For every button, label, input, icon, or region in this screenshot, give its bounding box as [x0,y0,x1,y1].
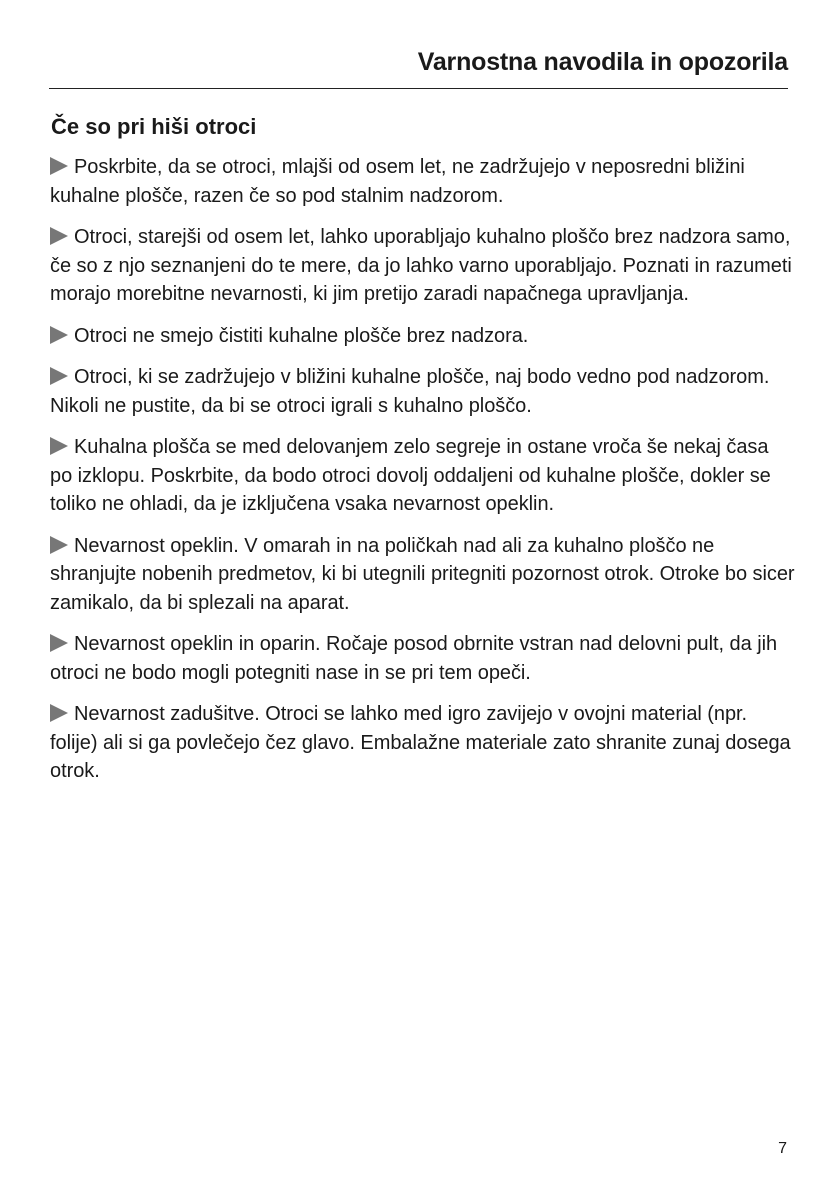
header-divider [49,88,788,89]
safety-paragraph [50,153,795,210]
paragraph-text: Nevarnost opeklin in oparin. Ročaje posod obrnite vstran nad delovni pult, da jih otroci ne bodo mogli potegniti nase in se pri tem opeči. [50,633,778,684]
paragraph-text: Nevarnost zadušitve. Otroci se lahko med igro zavijejo v ovojni material (npr. folije) ali si ga povlečejo čez glavo. Embalažne materiale zato shranite zunaj dosega otrok. [50,703,791,782]
triangle-right-icon [50,326,68,344]
triangle-right-icon [50,367,68,385]
paragraph-text: Otroci, starejši od osem let, lahko uporabljajo kuhalno ploščo brez nadzora samo, če so z njo seznanjeni do te mere, da jo lahko varno uporabljajo. Poznati in razumeti morajo morebitne nevarnosti, ki jim pretijo zaradi napačnega upravljanja. [50,226,792,305]
safety-paragraph [50,630,795,687]
paragraph-text: Otroci ne smejo čistiti kuhalne plošče brez nadzora. [74,324,529,347]
section-title: Če so pri hiši otroci [51,114,257,139]
paragraph-list [50,153,795,799]
triangle-right-icon [50,634,68,652]
triangle-right-icon [50,704,68,722]
triangle-right-icon [50,437,68,455]
paragraph-text: Poskrbite, da se otroci, mlajši od osem let, ne zadržujejo v neposredni bližini kuhalne plošče, razen če so pod stalnim nadzorom. [50,156,745,207]
paragraph-text: Nevarnost opeklin. V omarah in na poličkah nad ali za kuhalno ploščo ne shranjujte nobenih predmetov, ki bi utegnili pritegniti pozornost otrok. Otroke bo sicer zamikalo, da bi splezali na aparat. [50,534,795,614]
triangle-right-icon [50,157,68,175]
triangle-right-icon [50,536,68,554]
page-header-title: Varnostna navodila in opozorila [417,48,788,76]
safety-paragraph [50,532,795,618]
safety-paragraph [50,223,795,309]
triangle-right-icon [50,227,68,245]
safety-paragraph [50,322,795,351]
page-number: 7 [778,1140,787,1157]
safety-paragraph [50,700,795,786]
paragraph-text: Otroci, ki se zadržujejo v bližini kuhalne plošče, naj bodo vedno pod nadzorom. Nikoli ne pustite, da bi se otroci igrali s kuhalno ploščo. [50,366,770,417]
paragraph-text: Kuhalna plošča se med delovanjem zelo segreje in ostane vroča še nekaj časa po izklopu. Poskrbite, da bodo otroci dovolj oddaljeni od kuhalne plošče, dokler se toliko ne ohladi, da je izključena vsaka nevarnost opeklin. [50,436,771,515]
safety-paragraph [50,433,795,519]
safety-paragraph [50,363,795,420]
